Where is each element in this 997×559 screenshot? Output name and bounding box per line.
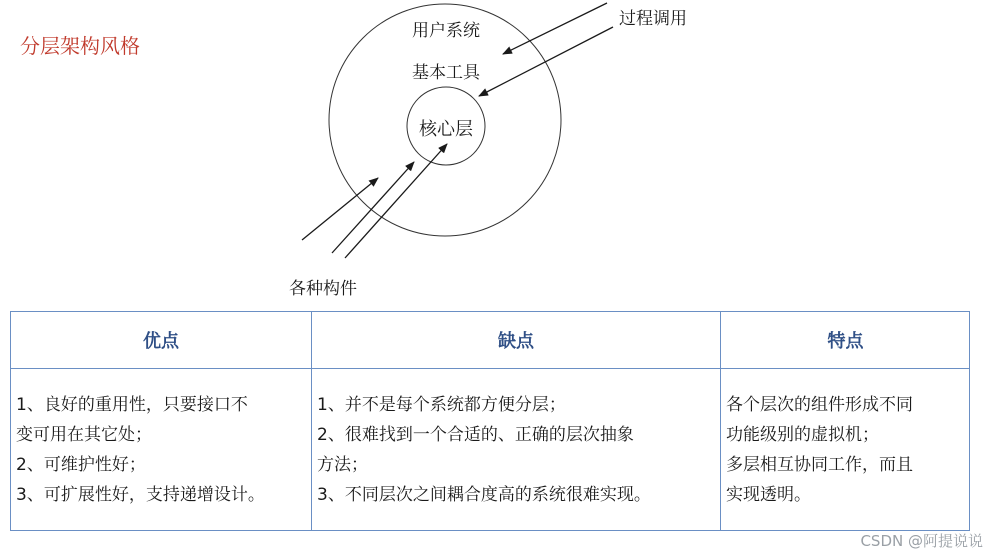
advantages-line: 变可用在其它处； xyxy=(16,425,152,445)
outer-layer-label: 用户系统 xyxy=(412,21,480,41)
header-features: 特点 xyxy=(827,331,864,352)
component-arrow-2 xyxy=(332,162,414,253)
advantages-cell xyxy=(16,368,310,530)
features-line: 实现透明。 xyxy=(726,485,811,505)
features-line: 功能级别的虚拟机； xyxy=(726,425,879,445)
disadvantages-line: 2、很难找到一个合适的、正确的层次抽象 xyxy=(317,425,634,445)
process-call-arrow-2 xyxy=(479,27,613,96)
advantages-line: 2、可维护性好； xyxy=(16,455,146,475)
component-arrow-3 xyxy=(345,144,447,258)
core-layer-label: 核心层 xyxy=(419,119,473,140)
advantages-line: 3、可扩展性好，支持递增设计。 xyxy=(16,485,265,505)
process-call-arrow-1 xyxy=(503,3,607,54)
components-label: 各种构件 xyxy=(289,279,357,299)
component-arrow-1 xyxy=(302,178,378,240)
features-line: 各个层次的组件形成不同 xyxy=(726,395,913,415)
disadvantages-cell xyxy=(317,368,719,530)
disadvantages-line: 方法； xyxy=(317,455,368,475)
page-title: 分层架构风格 xyxy=(20,34,140,58)
advantages-line: 1、良好的重用性，只要接口不 xyxy=(16,395,248,415)
comparison-table xyxy=(10,311,970,531)
disadvantages-line: 1、并不是每个系统都方便分层； xyxy=(317,395,566,415)
middle-layer-label: 基本工具 xyxy=(412,63,480,83)
features-cell xyxy=(726,368,969,530)
watermark: CSDN @阿提说说 xyxy=(860,532,983,550)
process-call-label: 过程调用 xyxy=(619,9,687,29)
header-advantages: 优点 xyxy=(143,331,179,352)
features-line: 多层相互协同工作，而且 xyxy=(726,455,913,475)
header-disadvantages: 缺点 xyxy=(498,331,534,352)
disadvantages-line: 3、不同层次之间耦合度高的系统很难实现。 xyxy=(317,485,651,505)
